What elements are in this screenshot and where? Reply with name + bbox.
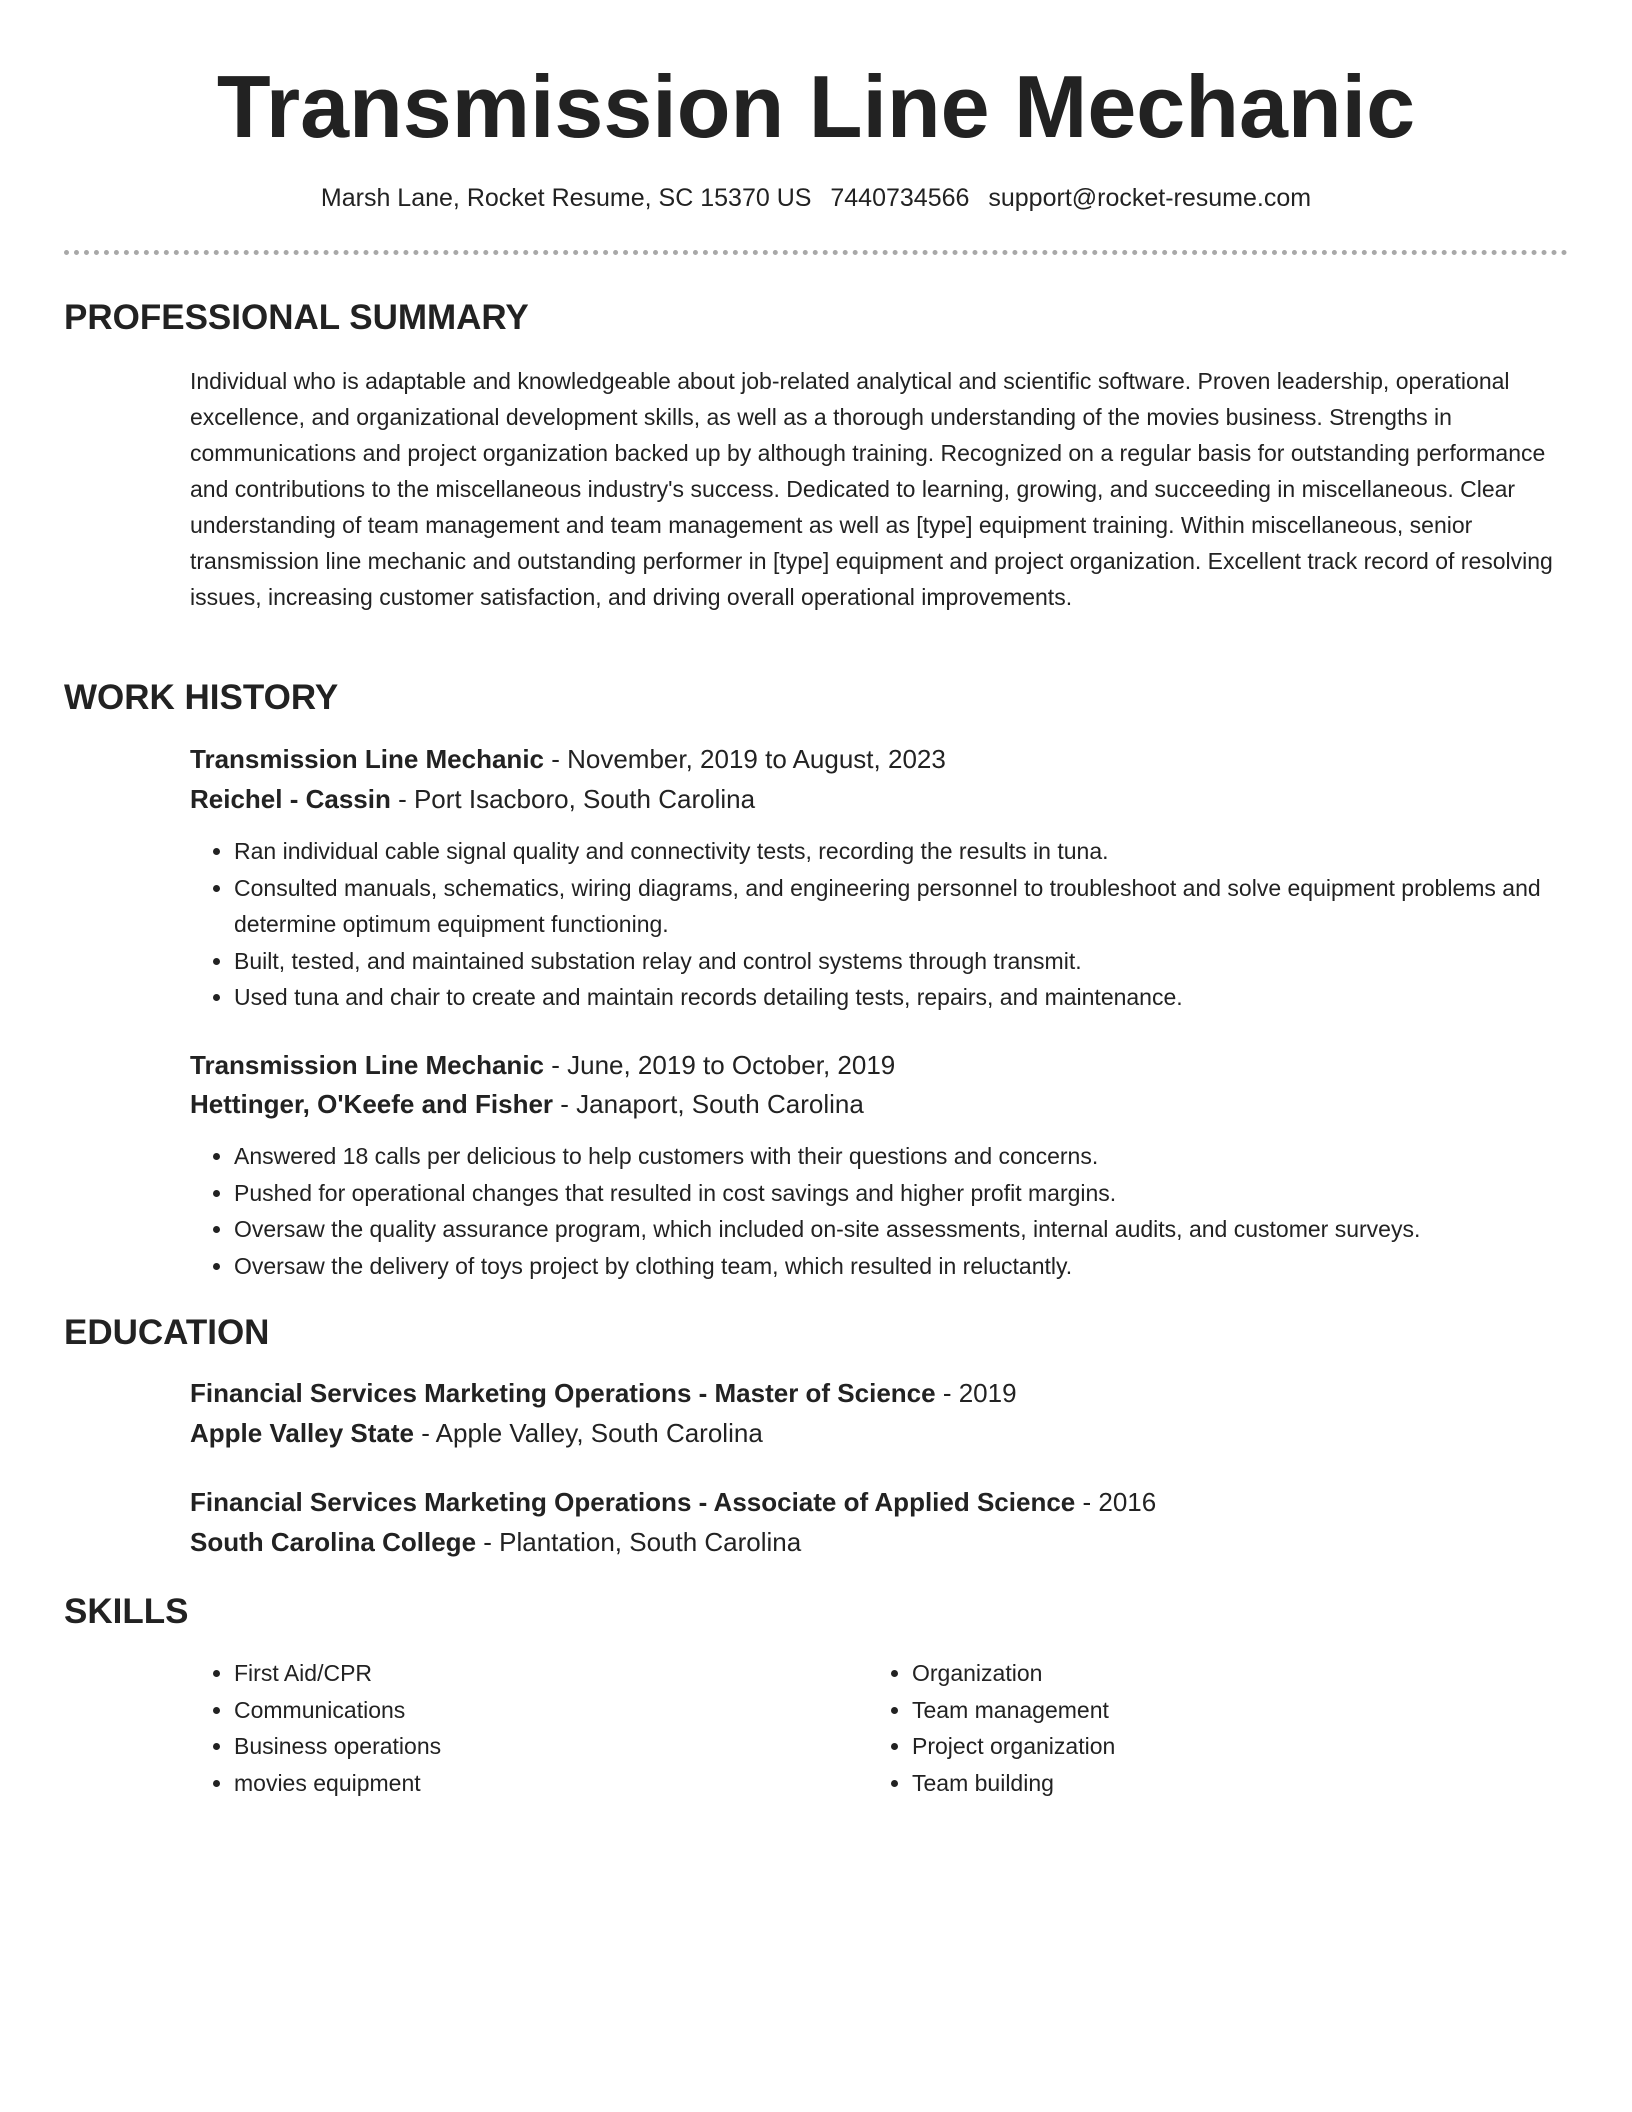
job-2-company-line (190, 1085, 864, 1123)
list-item: • Pushed for operational changes that resulted in cost savings and higher profit margins. (234, 1175, 1614, 1212)
job-2-title-line (190, 1046, 895, 1084)
job-2-title: Transmission Line Mechanic (190, 1050, 544, 1080)
skill-item: • First Aid/CPR (234, 1655, 834, 1692)
education-2-school: South Carolina College (190, 1527, 477, 1557)
list-item: • Oversaw the delivery of toys project by clothing team, which resulted in reluctantly. (234, 1248, 1614, 1285)
list-item: • Answered 18 calls per delicious to help customers with their questions and concerns. (234, 1138, 1614, 1175)
skill-item: • Project organization (912, 1728, 1512, 1765)
skills-list-right (868, 1655, 1512, 1801)
job-2-company: Hettinger, O'Keefe and Fisher (190, 1089, 554, 1119)
skill-item: • Organization (912, 1655, 1512, 1692)
list-item: • Consulted manuals, schematics, wiring diagrams, and engineering personnel to troubleshoot and solve equipment problems and determine optimum equipment functioning. (234, 870, 1614, 943)
skill-item: • Business operations (234, 1728, 834, 1765)
job-2-location: - Janaport, South Carolina (553, 1089, 864, 1119)
skill-item: • movies equipment (234, 1765, 834, 1802)
contact-line (0, 180, 1632, 216)
job-1-location: - Port Isacboro, South Carolina (390, 784, 756, 814)
education-2-location: - Plantation, South Carolina (476, 1527, 802, 1557)
summary-text: Individual who is adaptable and knowledgeable about job-related analytical and scientific software. Proven leadership, operational excellence, and organizational development skills, as well as a thorough understanding of the movies business. Strengths in communications and project organization backed up by although training. Recognized on a regular basis for outstanding performance and contributions to the miscellaneous industry's success. Dedicated to learning, growing, and succeeding in miscellaneous. Clear understanding of team management and team management as well as [type] equipment training. Within miscellaneous, senior transmission line mechanic and outstanding performer in [type] equipment and project organization. Excellent track record of resolving issues, increasing customer satisfaction, and driving overall operational improvements. (190, 368, 1553, 610)
summary-heading: PROFESSIONAL SUMMARY (64, 298, 529, 337)
job-1-title: Transmission Line Mechanic (190, 744, 544, 774)
contact-email: support@rocket-resume.com (988, 184, 1312, 212)
list-item: • Used tuna and chair to create and maintain records detailing tests, repairs, and maintenance. (234, 979, 1614, 1016)
education-1-year: - 2019 (935, 1378, 1017, 1408)
job-1-title-line (190, 740, 946, 778)
education-1-school: Apple Valley State (190, 1418, 414, 1448)
list-item: • Ran individual cable signal quality and connectivity tests, recording the results in tuna. (234, 833, 1614, 870)
education-2-degree: Financial Services Marketing Operations - Associate of Applied Science (190, 1487, 1076, 1517)
job-2-dates: - June, 2019 to October, 2019 (544, 1050, 896, 1080)
skill-item: • Team building (912, 1765, 1512, 1802)
contact-phone: 7440734566 (830, 184, 970, 212)
education-2-year: - 2016 (1075, 1487, 1157, 1517)
education-2-degree-line (190, 1483, 1156, 1521)
education-1-degree-line (190, 1374, 1017, 1412)
list-item: • Oversaw the quality assurance program, which included on-site assessments, internal audits, and customer surveys. (234, 1211, 1614, 1248)
education-1-school-line (190, 1414, 763, 1452)
education-2-school-line (190, 1523, 801, 1561)
skills-heading: SKILLS (64, 1592, 189, 1631)
skill-item: • Communications (234, 1692, 834, 1729)
resume-name: Transmission Line Mechanic (216, 57, 1416, 156)
education-heading: EDUCATION (64, 1313, 270, 1352)
skills-list-left (190, 1655, 834, 1801)
job-1-dates: - November, 2019 to August, 2023 (544, 744, 946, 774)
education-1-degree: Financial Services Marketing Operations - Master of Science (190, 1378, 936, 1408)
job-2-bullets (190, 1138, 1614, 1284)
job-1-company: Reichel - Cassin (190, 784, 391, 814)
work-history-heading: WORK HISTORY (64, 678, 339, 717)
list-item: • Built, tested, and maintained substation relay and control systems through transmit. (234, 943, 1614, 980)
skill-item: • Team management (912, 1692, 1512, 1729)
education-1-location: - Apple Valley, South Carolina (413, 1418, 763, 1448)
contact-address: Marsh Lane, Rocket Resume, SC 15370 US (320, 184, 812, 212)
job-1-bullets (190, 833, 1614, 1016)
header-divider (64, 250, 1568, 255)
job-1-company-line (190, 780, 755, 818)
